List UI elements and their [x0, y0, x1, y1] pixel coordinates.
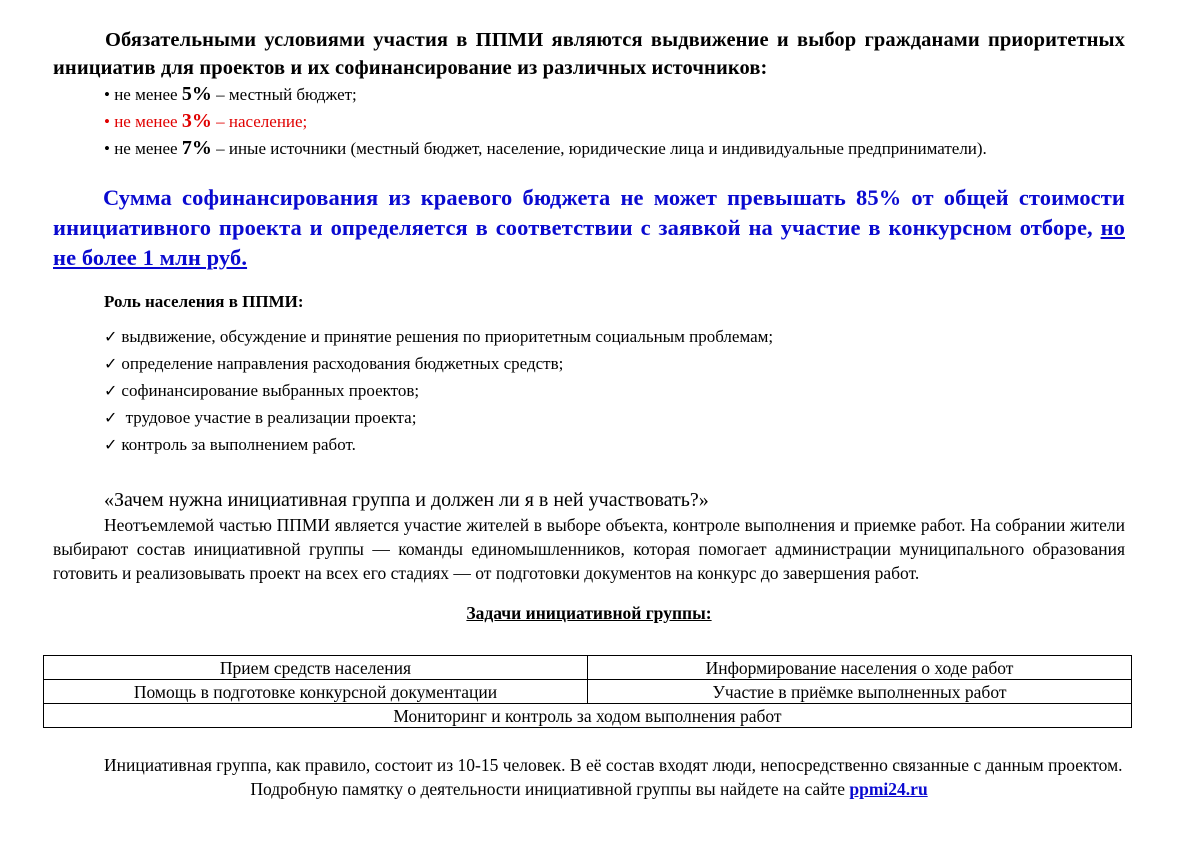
- closing-section: [53, 753, 1125, 801]
- role-list-item: [104, 350, 1125, 377]
- group-description: Неотъемлемой частью ППМИ является участие жителей в выборе объекта, контроле выполнения и приемке работ. На собрании жители выбирают состав инициативной группы — команды единомышленников, которая помогает администрации муниципального образования готовить и реализовывать проект на всех его стадиях — от подготовки документов на конкурс до завершения работ.: [53, 515, 1125, 583]
- condition-prefix: • не менее: [104, 139, 182, 158]
- role-item-text: контроль за выполнением работ.: [121, 435, 356, 454]
- checkmark-icon: ✓: [104, 408, 118, 427]
- condition-other-sources: [53, 136, 1125, 161]
- document-page: [53, 26, 1125, 624]
- role-list-item: [104, 377, 1125, 404]
- tasks-table: [43, 655, 1132, 728]
- condition-text: – иные источники (местный бюджет, население, юридические лица и индивидуальные предприниматели).: [211, 139, 987, 158]
- checkmark-icon: ✓: [104, 327, 118, 346]
- table-cell: Участие в приёмке выполненных работ: [588, 680, 1132, 704]
- table-row: [44, 680, 1132, 704]
- footer-text: Подробную памятку о деятельности инициативной группы вы найдете на сайте: [250, 779, 850, 799]
- role-list-item: [104, 323, 1125, 350]
- condition-prefix: • не менее: [104, 85, 182, 104]
- role-item-text: выдвижение, обсуждение и принятие решения по приоритетным социальным проблемам;: [121, 327, 774, 346]
- role-title: Роль населения в ППМИ:: [104, 292, 304, 311]
- tasks-title: Задачи инициативной группы:: [466, 603, 712, 623]
- condition-percent: 7%: [181, 137, 212, 159]
- question-heading: «Зачем нужна инициативная группа и должен ли я в ней участвовать?»: [104, 489, 709, 511]
- condition-percent: 3%: [181, 110, 212, 132]
- condition-percent: 5%: [181, 83, 212, 105]
- condition-prefix: • не менее: [104, 112, 182, 131]
- condition-population: [53, 109, 1125, 134]
- highlight-limit-text: но не более 1 млн руб.: [53, 215, 1125, 270]
- intro-paragraph: Обязательными условиями участия в ППМИ являются выдвижение и выбор гражданами приоритетных инициатив для проектов и их софинансирование из различных источников:: [53, 29, 1125, 79]
- role-list-item: [104, 431, 1125, 458]
- checkmark-icon: ✓: [104, 435, 118, 454]
- site-link[interactable]: ppmi24.ru: [849, 779, 928, 799]
- role-item-text: определение направления расходования бюджетных средств;: [121, 354, 564, 373]
- table-row: [44, 704, 1132, 728]
- role-item-text: софинансирование выбранных проектов;: [121, 381, 420, 400]
- table-cell: Прием средств населения: [44, 656, 588, 680]
- footer-paragraph: [53, 777, 1125, 801]
- condition-text: – местный бюджет;: [211, 85, 357, 104]
- table-cell: Помощь в подготовке конкурсной документации: [44, 680, 588, 704]
- cofinancing-highlight: [53, 183, 1125, 273]
- table-row: [44, 656, 1132, 680]
- condition-text: – население;: [211, 112, 308, 131]
- role-item-text: трудовое участие в реализации проекта;: [121, 408, 417, 427]
- highlight-main-text: Сумма софинансирования из краевого бюджета не может превышать 85% от общей стоимости инициативного проекта и определяется в соответствии с заявкой на участие в конкурсном отборе,: [53, 185, 1125, 240]
- condition-local-budget: [53, 82, 1125, 107]
- role-list: [53, 323, 1125, 458]
- table-cell: Информирование населения о ходе работ: [588, 656, 1132, 680]
- group-size-paragraph: Инициативная группа, как правило, состоит из 10-15 человек. В её состав входят люди, непосредственно связанные с данным проектом.: [104, 755, 1123, 775]
- checkmark-icon: ✓: [104, 354, 118, 373]
- checkmark-icon: ✓: [104, 381, 118, 400]
- role-list-item: [104, 404, 1125, 431]
- table-cell: Мониторинг и контроль за ходом выполнения работ: [44, 704, 1132, 728]
